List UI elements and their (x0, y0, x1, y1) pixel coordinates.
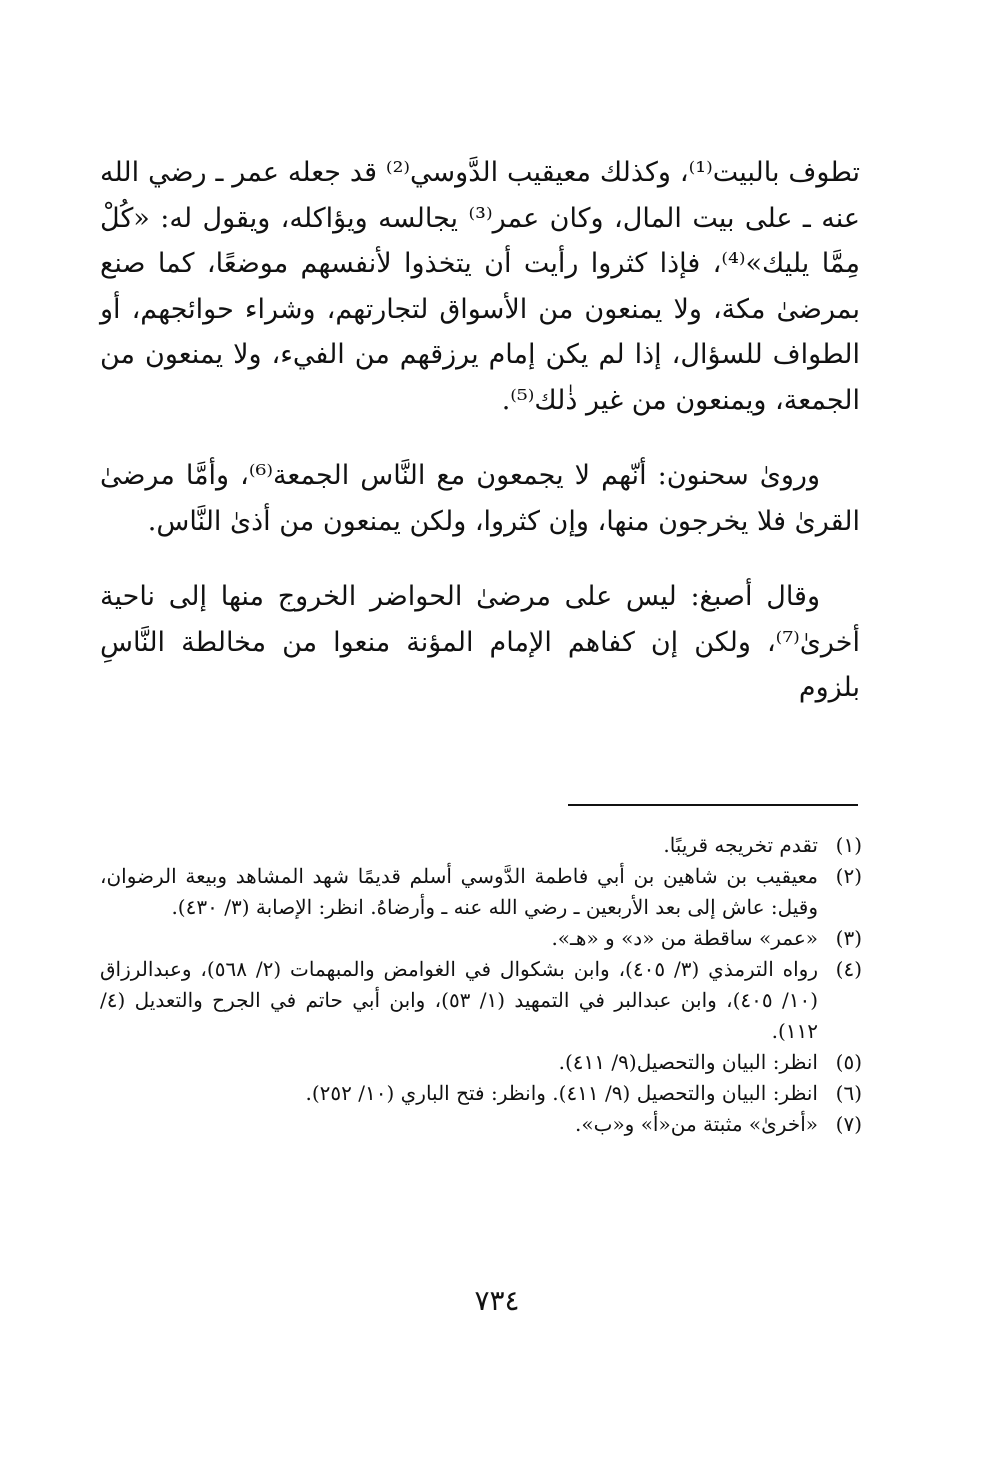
paragraph-3: وقال أصبغ: ليس على مرضىٰ الحواضر الخروج منها إلى ناحية أخرىٰ⁽⁷⁾، ولكن إن كفاهم الإمام المؤنة منعوا من مخالطة النَّاسِ بلزوم (100, 581, 860, 703)
footnote-text: «أخرىٰ» مثبتة من«أ» و«ب». (575, 1112, 818, 1136)
footnote-text: معيقيب بن شاهين بن أبي فاطمة الدَّوسي أسلم قديمًا شهد المشاهد وبيعة الرضوان، وقيل: عاش إلى بعد الأربعين ـ رضي الله عنه ـ وأرضاهُ. انظر: الإصابة (٣/ ٤٣٠). (100, 864, 818, 919)
footnote-text: انظر: البيان والتحصيل(٩/ ٤١١). (558, 1050, 818, 1074)
paragraph-1: تطوف بالبيت⁽¹⁾، وكذلك معيقيب الدَّوسي⁽²⁾ قد جعله عمر ـ رضي الله عنه ـ على بيت المال، وكان عمر⁽³⁾ يجالسه ويؤاكله، ويقول له: «كُلْ مِمَّا يليك»⁽⁴⁾، فإذا كثروا رأيت أن يتخذوا لأنفسهم موضعًا، كما صنع بمرضىٰ مكة، ولا يمنعون من الأسواق لتجارتهم، وشراء حوائجهم، أو الطواف للسؤال، إذا لم يكن إمام يرزقهم من الفيء، ولا يمنعون من الجمعة، ويمنعون من غير ذٰلك⁽⁵⁾. (100, 157, 860, 416)
footnote-number: (٤) (835, 957, 862, 981)
footnote-separator (568, 804, 858, 806)
footnote-text: انظر: البيان والتحصيل (٩/ ٤١١). وانظر: فتح الباري (١٠/ ٢٥٢). (305, 1081, 818, 1105)
footnote-2 (100, 861, 862, 923)
footnote-1 (100, 830, 862, 861)
footnote-number: (٢) (835, 864, 862, 888)
main-text (100, 150, 860, 711)
footnote-6 (100, 1078, 862, 1109)
footnote-5 (100, 1047, 862, 1078)
footnote-text: «عمر» ساقطة من «د» و «هـ». (551, 926, 818, 950)
footnote-number: (١) (835, 833, 862, 857)
page-number: ٧٣٤ (474, 1284, 520, 1317)
paragraph-2: وروىٰ سحنون: أنّهم لا يجمعون مع النَّاس الجمعة⁽⁶⁾، وأمَّا مرضىٰ القرىٰ فلا يخرجون منها، وإن كثروا، ولكن يمنعون من أذىٰ النَّاس. (100, 460, 860, 537)
footnotes (100, 830, 862, 1140)
footnote-number: (٥) (835, 1050, 862, 1074)
footnote-number: (٧) (835, 1112, 862, 1136)
footnote-3 (100, 923, 862, 954)
footnote-number: (٦) (835, 1081, 862, 1105)
footnote-text: رواه الترمذي (٣/ ٤٠٥)، وابن بشكوال في الغوامض والمبهمات (٢/ ٥٦٨)، وعبدالرزاق (١٠/ ٤٠٥)، وابن عبدالبر في التمهيد (١/ ٥٣)، وابن أبي حاتم في الجرح والتعديل (٤/ ١١٢). (100, 957, 818, 1043)
footnote-number: (٣) (835, 926, 862, 950)
footnote-text: تقدم تخريجه قريبًا. (663, 833, 818, 857)
footnote-4 (100, 954, 862, 1047)
footnote-7 (100, 1109, 862, 1140)
